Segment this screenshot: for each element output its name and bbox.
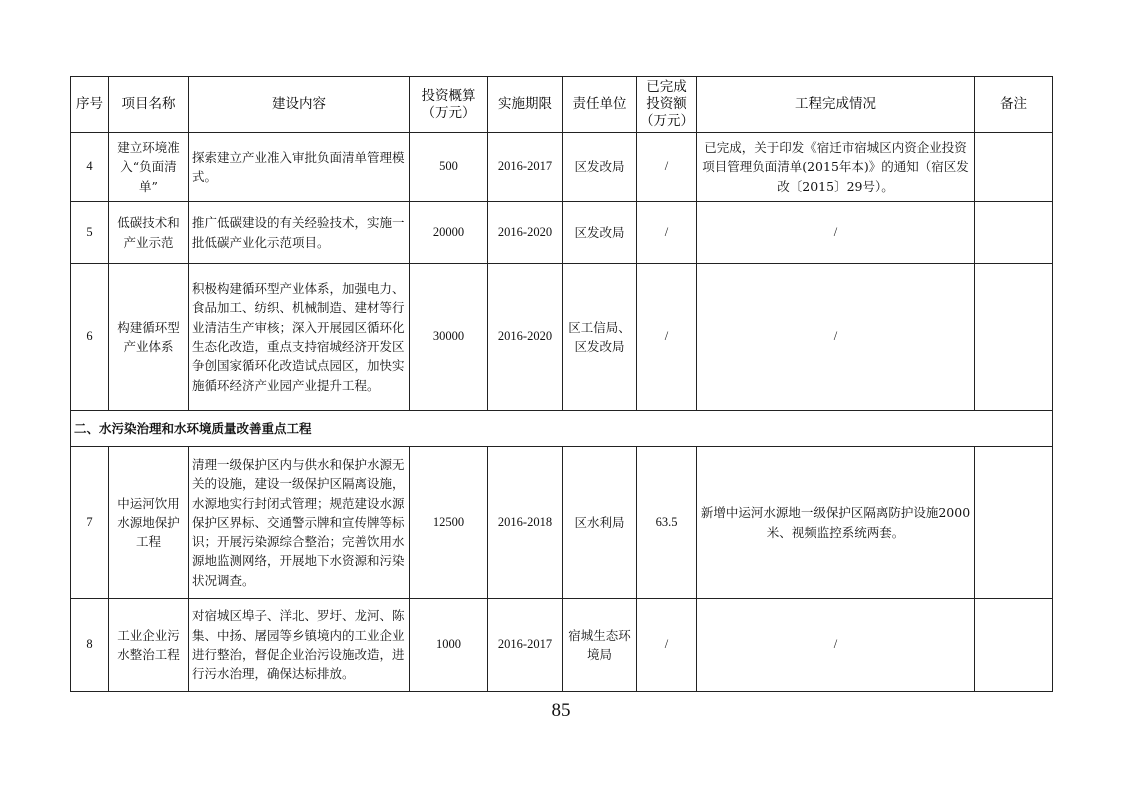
cell-no: 7 bbox=[71, 447, 109, 599]
cell-name: 工业企业污水整治工程 bbox=[109, 599, 189, 692]
cell-period: 2016-2020 bbox=[488, 264, 563, 411]
header-status: 工程完成情况 bbox=[697, 77, 975, 133]
cell-content: 清理一级保护区内与供水和保护水源无关的设施，建设一级保护区隔离设施，水源地实行封闭式管理；规范建设水源保护区界标、交通警示牌和宣传牌等标识；开展污染源综合整治；完善饮用水源地监测网络，开展地下水资源和污染状况调查。 bbox=[189, 447, 410, 599]
section-heading: 二、水污染治理和水环境质量改善重点工程 bbox=[71, 411, 1053, 447]
cell-note bbox=[975, 264, 1053, 411]
cell-unit: 区发改局 bbox=[563, 133, 637, 202]
cell-budget: 500 bbox=[410, 133, 488, 202]
table-row bbox=[71, 264, 1053, 411]
cell-note bbox=[975, 599, 1053, 692]
cell-period: 2016-2018 bbox=[488, 447, 563, 599]
table-row bbox=[71, 447, 1053, 599]
cell-unit: 宿城生态环境局 bbox=[563, 599, 637, 692]
cell-note bbox=[975, 447, 1053, 599]
header-period: 实施期限 bbox=[488, 77, 563, 133]
header-done: 已完成投资额（万元） bbox=[637, 77, 697, 133]
cell-status: / bbox=[697, 264, 975, 411]
cell-content: 探索建立产业准入审批负面清单管理模式。 bbox=[189, 133, 410, 202]
header-budget: 投资概算（万元） bbox=[410, 77, 488, 133]
cell-done: / bbox=[637, 202, 697, 264]
header-row bbox=[71, 77, 1053, 133]
section-row bbox=[71, 411, 1053, 447]
cell-status: 已完成，关于印发《宿迁市宿城区内资企业投资项目管理负面清单(2015年本)》的通知（宿区发改〔2015〕29号）。 bbox=[697, 133, 975, 202]
cell-done: / bbox=[637, 133, 697, 202]
cell-done: / bbox=[637, 264, 697, 411]
cell-unit: 区工信局、区发改局 bbox=[563, 264, 637, 411]
cell-period: 2016-2017 bbox=[488, 133, 563, 202]
table-row bbox=[71, 133, 1053, 202]
header-no: 序号 bbox=[71, 77, 109, 133]
header-content: 建设内容 bbox=[189, 77, 410, 133]
cell-budget: 1000 bbox=[410, 599, 488, 692]
cell-no: 5 bbox=[71, 202, 109, 264]
cell-done: / bbox=[637, 599, 697, 692]
cell-note bbox=[975, 133, 1053, 202]
cell-content: 对宿城区埠子、洋北、罗圩、龙河、陈集、中扬、屠园等乡镇境内的工业企业进行整治，督促企业治污设施改造，进行污水治理，确保达标排放。 bbox=[189, 599, 410, 692]
cell-name: 构建循环型产业体系 bbox=[109, 264, 189, 411]
header-name: 项目名称 bbox=[109, 77, 189, 133]
cell-status: / bbox=[697, 599, 975, 692]
cell-budget: 20000 bbox=[410, 202, 488, 264]
table-row bbox=[71, 202, 1053, 264]
header-note: 备注 bbox=[975, 77, 1053, 133]
cell-budget: 30000 bbox=[410, 264, 488, 411]
cell-budget: 12500 bbox=[410, 447, 488, 599]
cell-done: 63.5 bbox=[637, 447, 697, 599]
cell-period: 2016-2017 bbox=[488, 599, 563, 692]
table-row bbox=[71, 599, 1053, 692]
cell-content: 推广低碳建设的有关经验技术，实施一批低碳产业化示范项目。 bbox=[189, 202, 410, 264]
cell-name: 建立环境准入“负面清单” bbox=[109, 133, 189, 202]
cell-unit: 区水利局 bbox=[563, 447, 637, 599]
cell-name: 中运河饮用水源地保护工程 bbox=[109, 447, 189, 599]
page-number: 85 bbox=[551, 700, 571, 721]
cell-note bbox=[975, 202, 1053, 264]
cell-unit: 区发改局 bbox=[563, 202, 637, 264]
cell-content: 积极构建循环型产业体系，加强电力、食品加工、纺织、机械制造、建材等行业清洁生产审核；深入开展园区循环化生态化改造，重点支持宿城经济开发区争创国家循环化改造试点园区，加快实施循环经济产业园产业提升工程。 bbox=[189, 264, 410, 411]
cell-status: / bbox=[697, 202, 975, 264]
project-table bbox=[70, 76, 1053, 692]
header-unit: 责任单位 bbox=[563, 77, 637, 133]
cell-no: 4 bbox=[71, 133, 109, 202]
cell-no: 6 bbox=[71, 264, 109, 411]
cell-no: 8 bbox=[71, 599, 109, 692]
cell-status: 新增中运河水源地一级保护区隔离防护设施2000米、视频监控系统两套。 bbox=[697, 447, 975, 599]
cell-name: 低碳技术和产业示范 bbox=[109, 202, 189, 264]
cell-period: 2016-2020 bbox=[488, 202, 563, 264]
